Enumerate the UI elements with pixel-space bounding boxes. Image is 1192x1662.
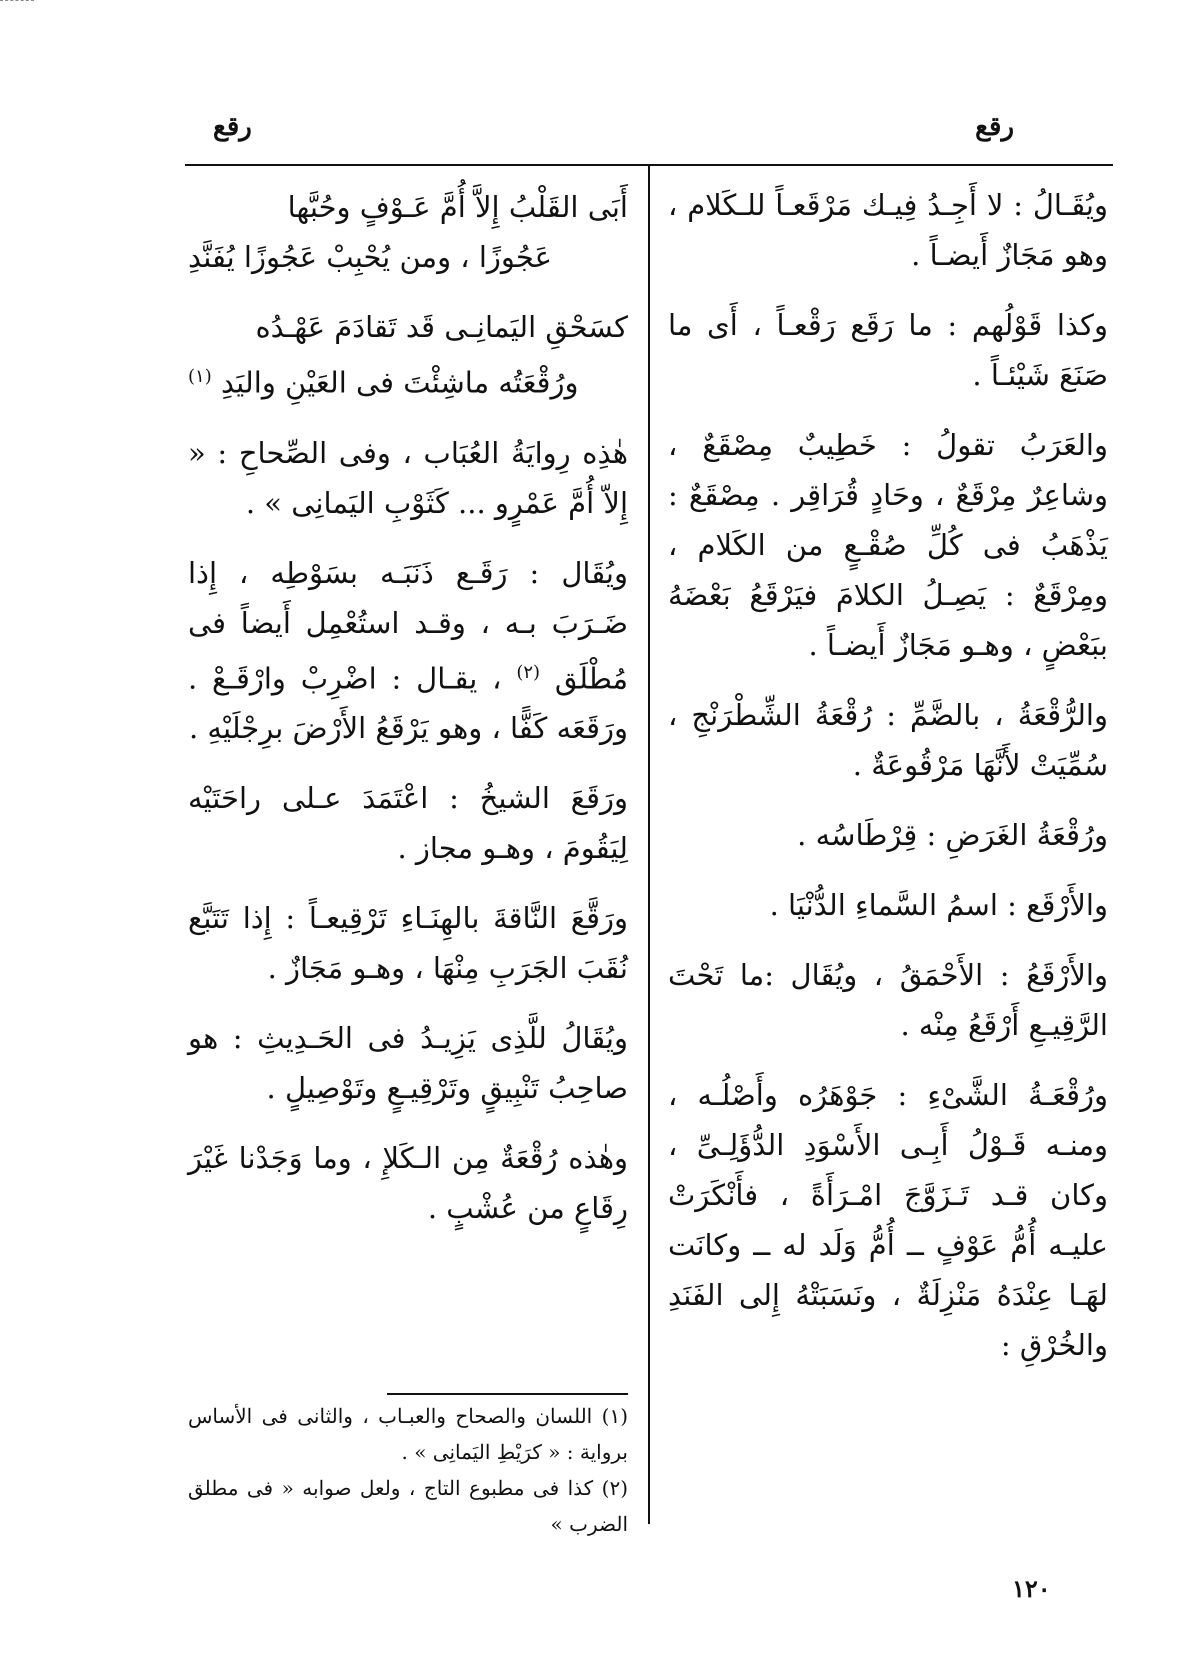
paragraph: ورُقْعَـةُ الشَّىْءِ : جَوْهَرُه وأَصْلُـه ، ومنـه قَـوْلُ أَبِـى الأَسْوَدِ الدُّؤَلِـىِّ ، وكان قـد تَـزَوَّجَ امْـرَأَةً ، فأَنْكَرَتْ عليـه أُمُّ عَوْفٍ ــ أُمُّ وَلَد له ــ وكانَت لهَـا عِنْدَهُ مَنْزِلَةٌ ، ونَسَبَتْهُ إِلى الفَنَدِ والخُرْقِ : xyxy=(668,1078,1108,1362)
paragraph: ورَقَّعَ النَّاقةَ بالهِنَـاءِ تَرْقِيعـاً : إِذا تَتَبَّع نُقَبَ الجَرَبِ مِنْهَا ، وهـو مَجَازٌ . xyxy=(188,901,628,986)
page-number: ١٢٠ xyxy=(1012,1574,1051,1603)
paragraph: والأَرْقَع : اسمُ السَّماءِ الدُّنْيَا . xyxy=(769,888,1108,922)
paragraph: ورُقْعَةُ الغَرَضِ : قِرْطَاسُه . xyxy=(797,818,1108,852)
footnotes xyxy=(188,1398,628,1542)
paragraph: والرُّقْعَةُ ، بالضَّمِّ : رُقْعَةُ الشِّطْرَنْجِ ، سُمِّيَتْ لأَنَّهَا مَرْقُوعَةٌ . xyxy=(668,698,1108,782)
verse-hemistich xyxy=(188,352,628,408)
paragraph: هٰذِه رِوايَةُ العُبَاب ، وفى الصِّحاحِ : « إِلاّ أُمَّ عَمْرٍو ... كَثَوْبِ اليَمانِى » . xyxy=(188,435,628,520)
verse xyxy=(188,302,628,408)
verse-hemistich: عَجُوزًا ، ومن يُحْبِبْ عَجُوزًا يُفَنَّدِ xyxy=(188,240,552,274)
footnote-marker: (١) xyxy=(188,366,212,387)
scan-corner-mark xyxy=(0,0,34,1)
paragraph: والأَرْقَعُ : الأَحْمَقُ ، ويُقَال :ما تَحْتَ الرَّقِيـعِ أَرْقَعُ مِنْه . xyxy=(668,958,1108,1042)
left-column xyxy=(188,182,628,1253)
paragraph: وهٰذه رُقْعَةٌ مِن الـكَلإِ ، وما وَجَدْنا غَيْرَ رِقَاعٍ من عُشْبٍ . xyxy=(188,1141,628,1226)
running-header-right: رقع xyxy=(975,112,1014,142)
footnote-marker: (٢) xyxy=(516,661,541,683)
paragraph: وكذا قَوْلُهم : ما رَقَع رَقْعـاً ، أَى ما صَنَعَ شَيْئـاً . xyxy=(668,308,1108,392)
verse xyxy=(188,182,628,282)
paragraph-text: ، يقـال : اضْرِبْ وارْقَـعْ . ورَقَعَه كَفًّا ، وهو يَرْقَعُ الأَرْضَ برِجْلَيْهِ . xyxy=(188,661,628,746)
right-column xyxy=(668,180,1108,1390)
paragraph xyxy=(188,548,628,754)
column-divider xyxy=(648,164,650,1524)
verse-hemistich: كسَحْقِ اليَمانِـى قَد تَقادَمَ عَهْـدُه xyxy=(255,310,628,344)
paragraph: ورَقَعَ الشيخُ : اعْتَمَدَ عـلى راحَتَيْه لِيَقُومَ ، وهـو مجاز . xyxy=(188,781,628,866)
paragraph: والعَرَبُ تقولُ : خَطِيبٌ مِصْقَعٌ ، وشاعِرٌ مِرْقَعٌ ، وحَادٍ قُرَاقِر . مِصْقَعٌ : يَذْهَبُ فى كُلِّ صُقْـعٍ من الكَلام ، ومِرْقَعٌ : يَصِـلُ الكلامَ فيَرْقَعُ بَعْضَهُ ببَعْضٍ ، وهـو مَجَازٌ أَيضـاً . xyxy=(668,428,1108,662)
verse-hemistich: أَبَى القَلْبُ إِلاَّ أُمَّ عَـوْفٍ وحُبَّها xyxy=(287,190,628,224)
paragraph-text: ويُقَال : رَقَـع ذَنَبَـه بسَوْطِه ، إِذا ضَـرَبَ بـه ، وقـد استُعْمِل أَيضاً فى مُطْلَق xyxy=(188,555,629,696)
footnote-rule xyxy=(387,1393,628,1395)
footnote: (١) اللسان والصحاح والعبـاب ، والثانى فى الأساس برواية : « كرَيْطِ اليَمانِى » . xyxy=(188,1404,628,1464)
running-header-left: رقع xyxy=(213,112,252,142)
footnote: (٢) كذا فى مطبوع التاج ، ولعل صوابه « فى مطلق الضرب » xyxy=(188,1476,628,1536)
paragraph: ويُقَالُ للَّذِى يَزِيـدُ فى الحَـدِيثِ : هو صاحِبُ تَنْبِيقٍ وتَرْقِيـعٍ وتَوْصِيلٍ . xyxy=(188,1021,628,1106)
verse-text: ورُقْعَتُه ماشِئْتَ فى العَيْنِ واليَدِ xyxy=(220,365,579,400)
paragraph: ويُقَـالُ : لا أَجِـدُ فِيـك مَرْقَعـاً للـكَلام ، وهو مَجَازٌ أَيضـاً . xyxy=(668,188,1108,272)
